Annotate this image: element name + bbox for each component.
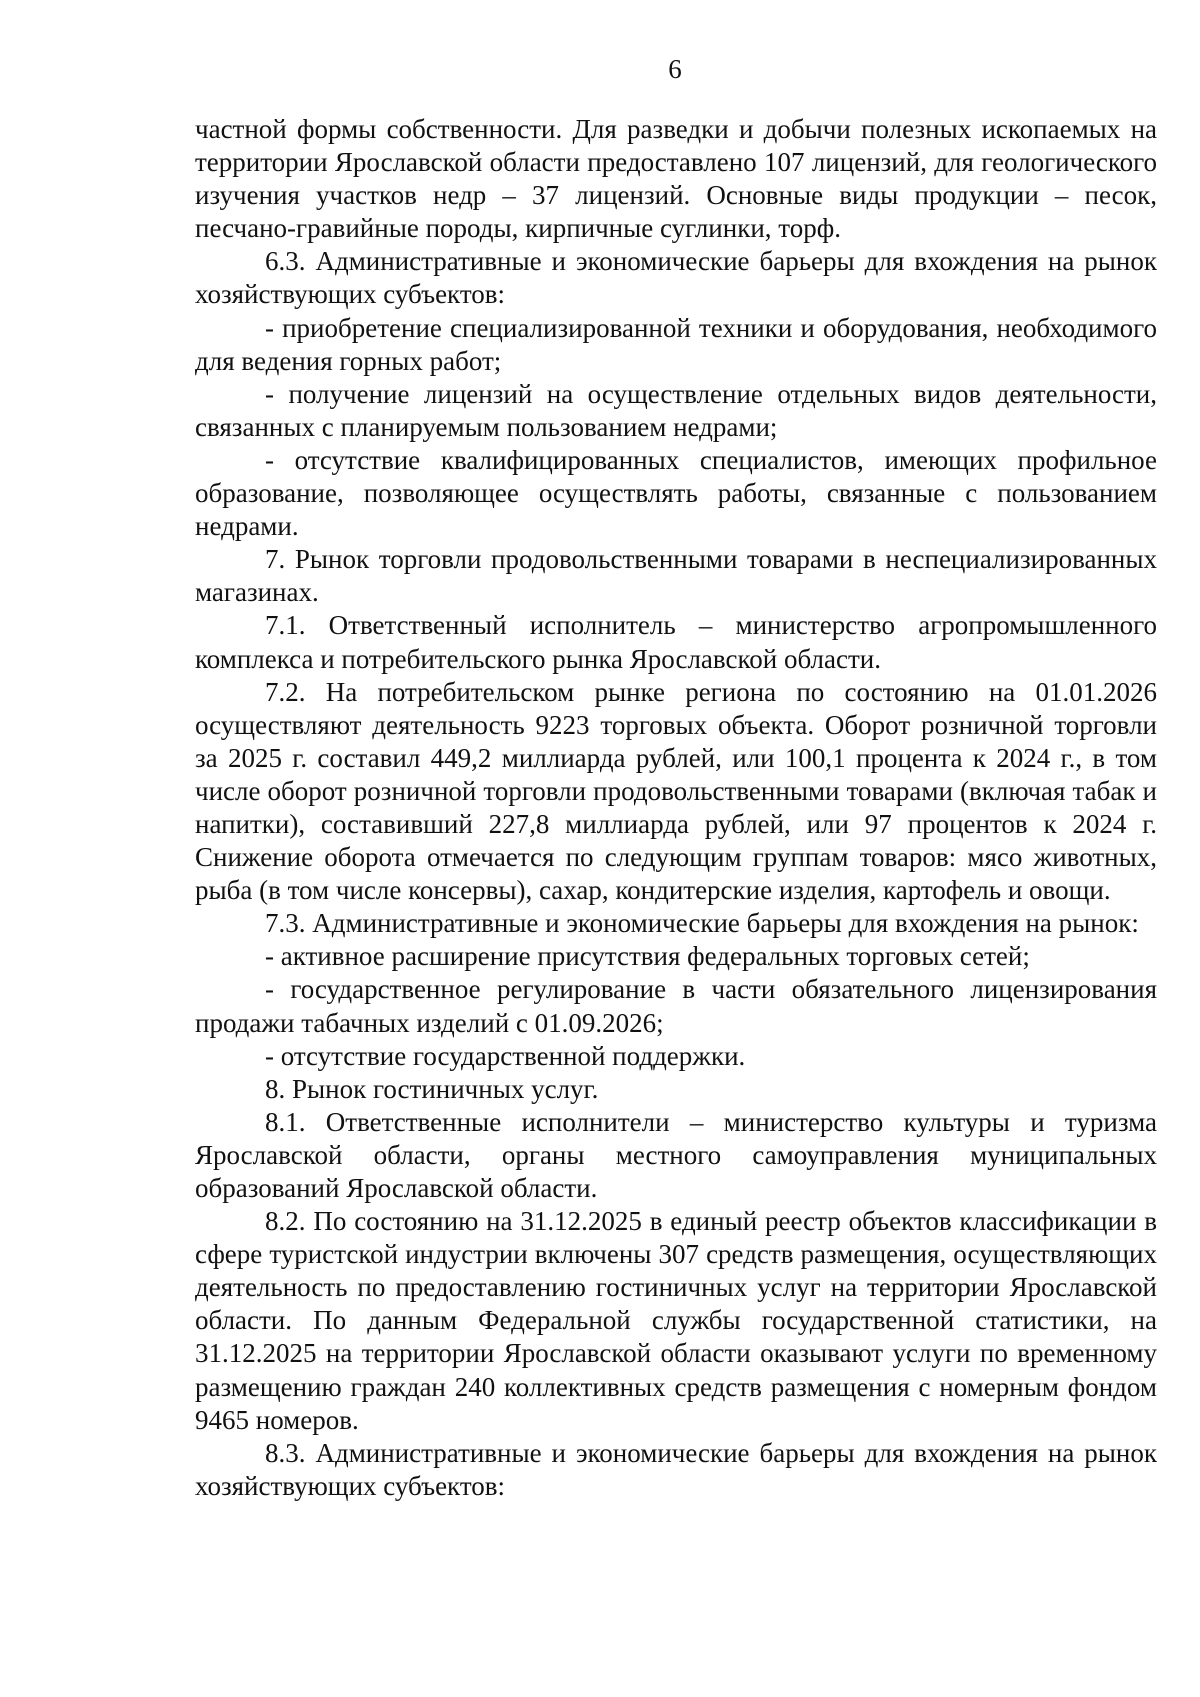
- paragraph-8-3: 8.3. Административные и экономические барьеры для вхождения на рынок хозяйствующих субъектов:: [195, 1437, 1157, 1501]
- list-item: - отсутствие государственной поддержки.: [265, 1040, 746, 1071]
- paragraph-7-3: 7.3. Административные и экономические барьеры для вхождения на рынок:: [265, 908, 1139, 939]
- paragraph-8-1: 8.1. Ответственные исполнители – министерство культуры и туризма Ярославской области, органы местного самоуправления муниципальных образований Ярославской области.: [195, 1106, 1157, 1203]
- section-heading-8: 8. Рынок гостиничных услуг.: [265, 1073, 599, 1104]
- list-item: - государственное регулирование в части обязательного лицензирования продажи табачных изделий с 01.09.2026;: [195, 974, 1157, 1038]
- document-body: [195, 113, 1157, 1503]
- page-number: 6: [668, 54, 682, 84]
- paragraph-7-2: 7.2. На потребительском рынке региона по состоянию на 01.01.2026 осуществляют деятельность 9223 торговых объекта. Оборот розничной торговли за 2025 г. составил 449,2 миллиарда рублей, или 100,1 процента к 2024 г., в том числе оборот розничной торговли продовольственными товарами (включая табак и напитки), составивший 227,8 миллиарда рублей, или 97 процентов к 2024 г. Снижение оборота отмечается по следующим группам товаров: мясо животных, рыба (в том числе консервы), сахар, кондитерские изделия, картофель и овощи.: [195, 676, 1157, 906]
- paragraph-continuation: частной формы собственности. Для разведки и добычи полезных ископаемых на территории Ярославской области предоставлено 107 лицензий, для геологического изучения участков недр – 37 лицензий. Основные виды продукции – песок, песчано-гравийные породы, кирпичные суглинки, торф.: [195, 114, 1157, 244]
- list-item: - отсутствие квалифицированных специалистов, имеющих профильное образование, позволяющее осуществлять работы, связанные с пользованием недрами.: [195, 444, 1157, 542]
- paragraph-6-3: 6.3. Административные и экономические барьеры для вхождения на рынок хозяйствующих субъектов:: [195, 246, 1157, 310]
- list-item: - активное расширение присутствия федеральных торговых сетей;: [265, 941, 1030, 972]
- paragraph-7-1: 7.1. Ответственный исполнитель – министерство агропромышленного комплекса и потребительского рынка Ярославской области.: [195, 610, 1157, 674]
- list-item: - приобретение специализированной техники и оборудования, необходимого для ведения горных работ;: [195, 312, 1157, 376]
- list-item: - получение лицензий на осуществление отдельных видов деятельности, связанных с планируемым пользованием недрами;: [195, 378, 1157, 442]
- section-heading-7: 7. Рынок торговли продовольственными товарами в неспециализированных магазинах.: [195, 544, 1157, 608]
- paragraph-8-2: 8.2. По состоянию на 31.12.2025 в единый реестр объектов классификации в сфере туристской индустрии включены 307 средств размещения, осуществляющих деятельность по предоставлению гостиничных услуг на территории Ярославской области. По данным Федеральной службы государственной статистики, на 31.12.2025 на территории Ярославской области оказывают услуги по временному размещению граждан 240 коллективных средств размещения с номерным фондом 9465 номеров.: [195, 1206, 1157, 1435]
